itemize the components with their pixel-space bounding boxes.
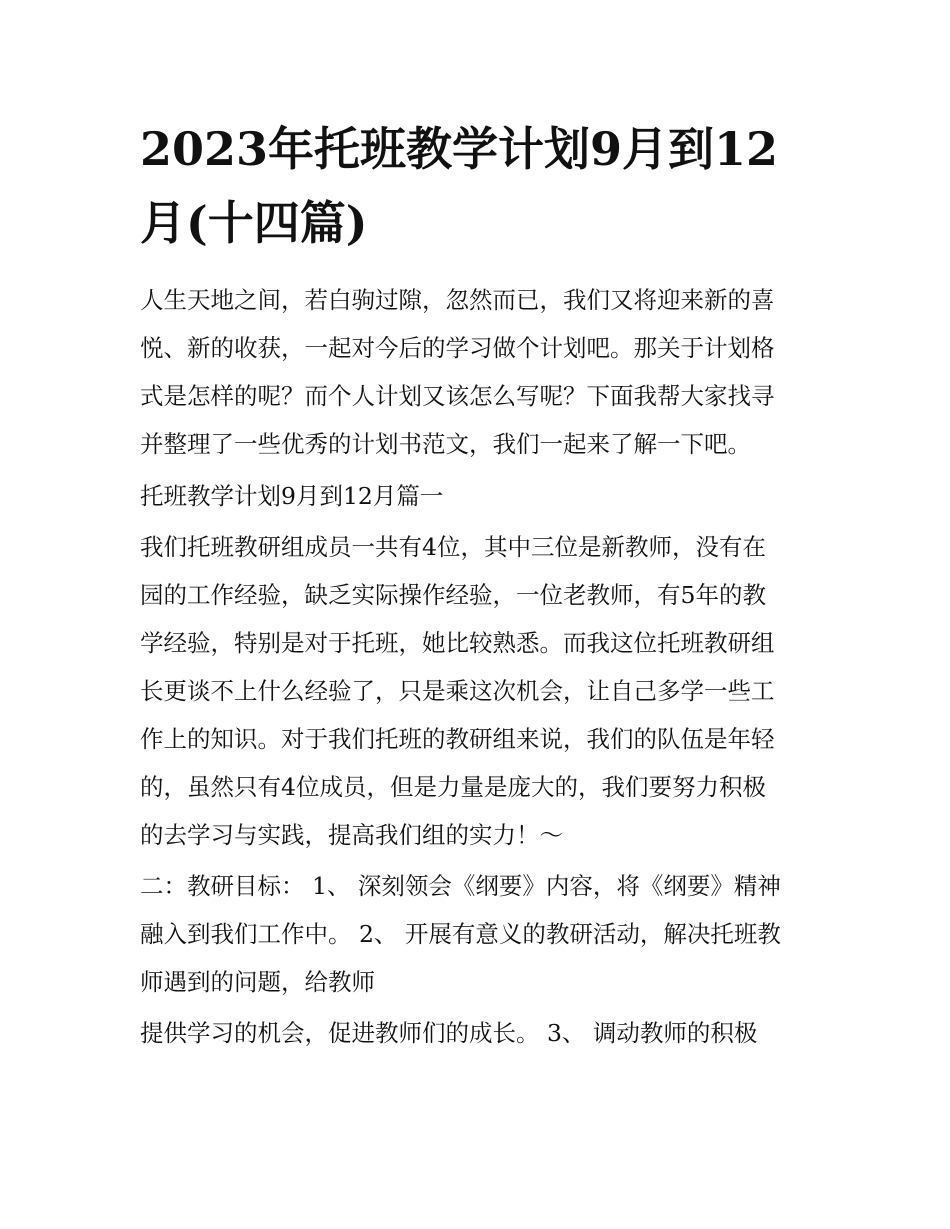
body-line: 师遇到的问题，给教师 xyxy=(140,968,375,996)
document-title xyxy=(140,112,820,260)
title-line-1: 2023年托班教学计划9月到12 xyxy=(140,122,779,176)
title-line-2: 月(十四篇) xyxy=(140,196,368,250)
body-line: 我们托班教研组成员一共有4位，其中三位是新教师，没有在 xyxy=(140,533,766,561)
body-line: 悦、新的收获，一起对今后的学习做个计划吧。那关于计划格 xyxy=(140,334,775,362)
body-line: 人生天地之间，若白驹过隙，忽然而已，我们又将迎来新的喜 xyxy=(140,286,775,314)
body-line: 式是怎样的呢？而个人计划又该怎么写呢？下面我帮大家找寻 xyxy=(140,382,775,410)
body-line: 作上的知识。对于我们托班的教研组来说，我们的队伍是年轻 xyxy=(140,725,775,753)
body-line: 并整理了一些优秀的计划书范文，我们一起来了解一下吧。 xyxy=(140,430,751,458)
body-line: 融入到我们工作中。 2、 开展有意义的教研活动，解决托班教 xyxy=(140,920,781,948)
body-line: 的去学习与实践，提高我们组的实力！～ xyxy=(140,821,563,849)
body-line: 的，虽然只有4位成员，但是力量是庞大的，我们要努力积极 xyxy=(140,773,766,801)
body-line: 二：教研目标： 1、 深刻领会《纲要》内容，将《纲要》精神 xyxy=(140,872,781,900)
body-line: 学经验，特别是对于托班，她比较熟悉。而我这位托班教研组 xyxy=(140,629,775,657)
body-line: 提供学习的机会，促进教师们的成长。 3、 调动教师的积极 xyxy=(140,1019,758,1047)
section-heading: 托班教学计划9月到12月篇一 xyxy=(140,482,444,510)
body-line: 园的工作经验，缺乏实际操作经验，一位老教师，有5年的教 xyxy=(140,581,766,609)
body-line: 长更谈不上什么经验了，只是乘这次机会，让自己多学一些工 xyxy=(140,677,775,705)
